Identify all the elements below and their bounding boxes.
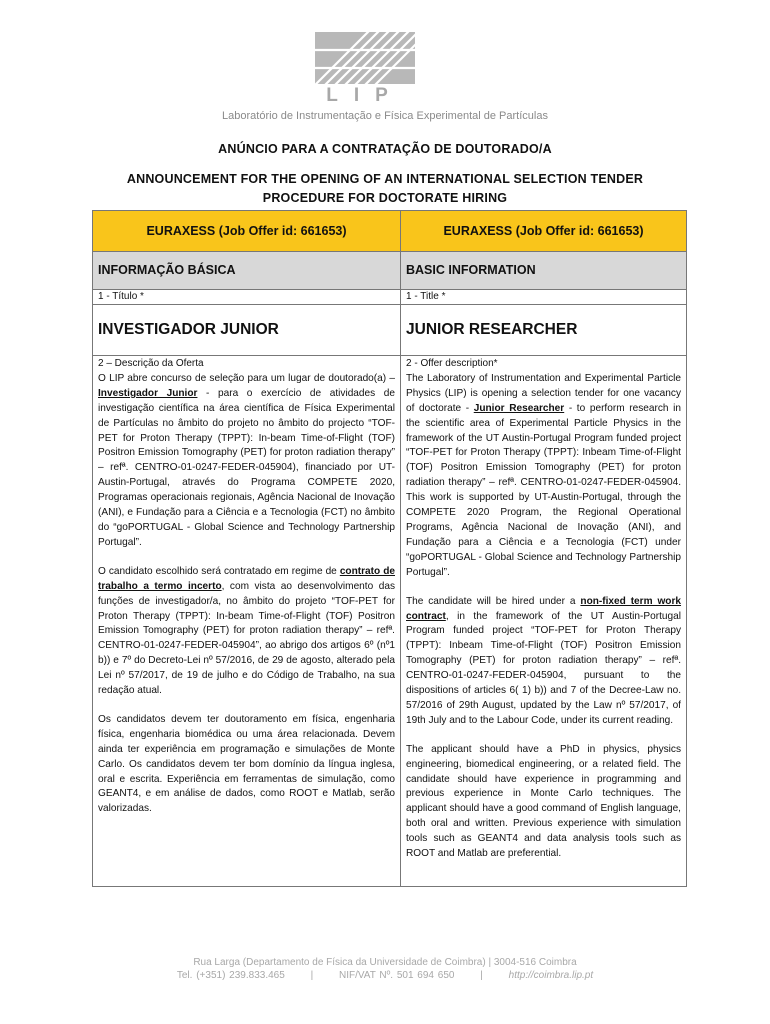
euraxess-en: EURAXESS (Job Offer id: 661653)	[401, 211, 687, 252]
footer-nif: NIF/VAT Nº. 501 694 650	[338, 970, 455, 981]
title-pt: ANÚNCIO PARA A CONTRATAÇÃO DE DOUTORADO/A	[218, 142, 552, 156]
job-title-en: JUNIOR RESEARCHER	[401, 305, 687, 356]
title-label-row	[93, 290, 687, 305]
title-en: ANNOUNCEMENT FOR THE OPENING OF AN INTERNATIONAL SELECTION TENDER PROCEDURE FOR DOCTORATE HIRING	[126, 172, 644, 205]
footer-contacts	[0, 970, 770, 981]
desc-label-en: 2 - Offer description*	[406, 358, 498, 369]
pt-paragraph-2: O candidato escolhido será contratado em regime de contrato de trabalho a termo incerto, com vista ao desenvolvimento das funções de investigador/a, no âmbito do projeto “TOF-PET for Proton Therapy (TPPT): In-beam Time-of-Flight (TOF) Positron Emission Tomography (PET) for proton radiation therapy” – refª. CENTRO-01-0247-FEDER-045904”, ao abrigo dos artigos 6º (nº1 b)) e 7º do Decreto-Lei nº 57/2016, de 29 de agosto, alterado pela Lei nº 57/2017, de 19 de julho e do Código de Trabalho, na sua redação atual.	[98, 565, 395, 697]
en-paragraph-1: The Laboratory of Instrumentation and Experimental Particle Physics (LIP) is opening a selection tender for one vacancy of doctorate - Junior Researcher - to perform research in the scientific area of Experimental Particle Physics in the framework of the UT Austin-Portugal Program funded project “TOF-PET for Proton Therapy (TPPT): Inbeam Time-of-Flight (TOF) Positron Emission Tomography (PET) for proton radiation therapy” – refª. CENTRO-01-0247-FEDER-045904. This work is supported by UT-Austin-Portugal, through the COMPETE 2020 Program, the Regional Operational Programs, Agência Nacional de Inovação (ANI), and Fundação para a Ciência e a Tecnologia (FCT) under “goPORTUGAL - Global Science and Technology Partnership Portugal”.	[406, 372, 681, 578]
basic-info-row	[93, 252, 687, 290]
lip-logo	[310, 30, 420, 103]
lab-name: Laboratório de Instrumentação e Física Experimental de Partículas	[222, 110, 548, 122]
job-title-row	[93, 305, 687, 356]
pt-job-title-underlined: Investigador Junior	[98, 387, 198, 399]
title-label-pt: 1 - Título *	[93, 290, 401, 305]
description-en	[401, 356, 687, 887]
footer-address: Rua Larga (Departamento de Física da Universidade de Coimbra) | 3004-516 Coimbra	[193, 957, 577, 968]
en-job-title-underlined: Junior Researcher	[473, 402, 565, 414]
pt-paragraph-1: O LIP abre concurso de seleção para um lugar de doutorado(a) – Investigador Junior - para o exercício de atividades de investigação científica na área científica de Física Experimental de Partículas no âmbito do projeto no âmbito do projecto “TOF-PET for Proton Therapy (TPPT): In-beam Time-of-Flight (TOF) Positron Emission Tomography (PET) for proton radiation therapy” – refª. CENTRO-01-0247-FEDER-045904), financiado por UT-Austin-Portugal, através do Programa COMPETE 2020, Programas operacionais regionais, Agência Nacional de Inovação (ANI), e Fundação para a Ciência e a Tecnologia (FCT) no âmbito do “goPORTUGAL - Global Science and Technology Partnership Portugal”.	[98, 372, 395, 548]
en-paragraph-2: The candidate will be hired under a non-fixed term work contract, in the framework of the UT Austin-Portugal Program funded project “TOF-PET for Proton Therapy (TPPT): Inbeam Time-of-Flight (TOF) Positron Emission Tomography (PET) for proton radiation therapy” – refª. CENTRO-01-0247-FEDER-045904, pursuant to the dispositions of articles 6( 1) b)) and 7 of the Decree-Law no. 57/2016 of 29th August, updated by the Law nº 57/2017, of 19th July and to the Labour Code, under its current reading.	[406, 595, 682, 726]
description-pt	[93, 356, 401, 887]
desc-label-pt: 2 – Descrição da Oferta	[98, 358, 204, 369]
footer-url[interactable]: http://coimbra.lip.pt	[508, 970, 594, 981]
euraxess-row	[93, 211, 687, 252]
footer-tel: Tel. (+351) 239.833.465	[176, 970, 285, 981]
footer-separator: |	[310, 970, 314, 981]
pt-contract-type: contrato de trabalho a termo incerto	[98, 565, 395, 592]
description-row	[93, 356, 687, 887]
basic-info-pt: INFORMAÇÃO BÁSICA	[93, 252, 401, 290]
euraxess-pt: EURAXESS (Job Offer id: 661653)	[93, 211, 401, 252]
logo-text: LIP	[326, 85, 404, 103]
pt-paragraph-3: Os candidatos devem ter doutoramento em física, engenharia física, engenharia biomédica ou uma área relacionada. Devem ainda ter experiência em programação e simulações de Monte Carlo. Os candidatos devem ter bom domínio da língua inglesa, oral e escrita. Experiência em ferramentas de simulação, como GEANT4, e em análise de dados, como ROOT e Matlab, serão valorizadas.	[98, 713, 395, 815]
basic-info-en: BASIC INFORMATION	[401, 252, 687, 290]
footer-separator: |	[480, 970, 483, 981]
en-contract-type: non-fixed term work contract	[406, 595, 682, 622]
en-paragraph-3: The applicant should have a PhD in physics, physics engineering, biomedical engineering, or a related field. The candidate should have experience in programming and previous experience in Monte Carlo techniques. The applicant should have a good command of English language, both oral and written. Previous experience with simulation tools such as GEANT4 and data analysis tools such as ROOT and Matlab are preferential.	[406, 743, 681, 860]
job-title-pt: INVESTIGADOR JUNIOR	[93, 305, 401, 356]
title-label-en: 1 - Title *	[401, 290, 687, 305]
announcement-table	[92, 210, 687, 887]
